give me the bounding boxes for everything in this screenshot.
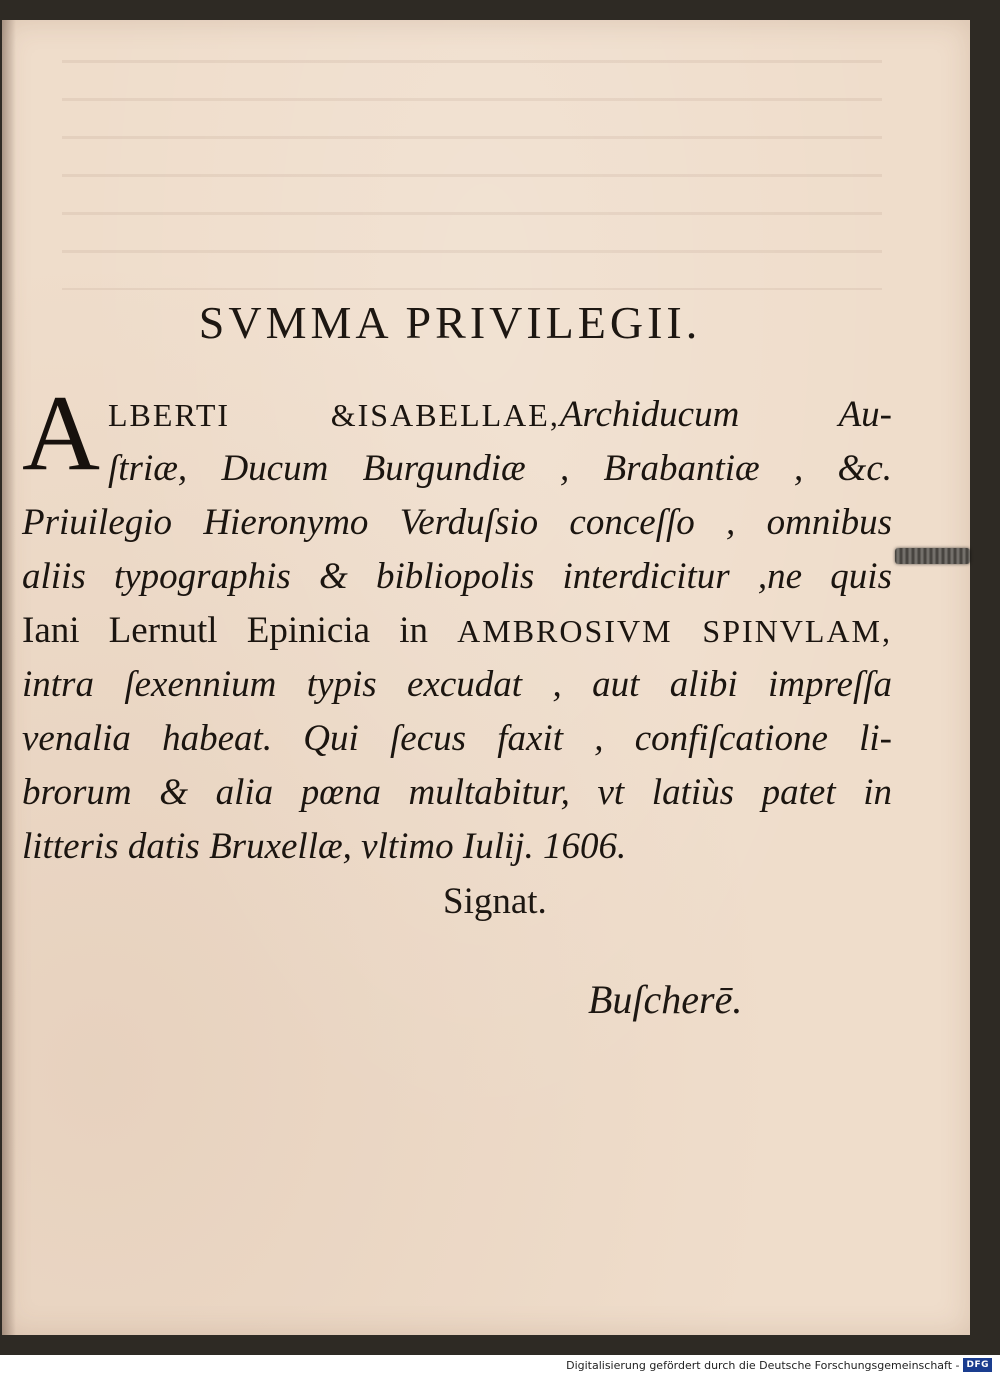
text-segment: Iani Lernutl Epinicia in [22,610,458,651]
text-segment: venalia habeat. Qui ſecus faxit , confiſcatione li- [22,718,892,759]
page-title: SVMMA PRIVILEGII. [198,297,702,348]
text-line [22,658,892,712]
text-line [22,604,892,658]
digitization-credit [566,1357,992,1373]
text-segment: aliis typographis & bibliopolis interdicitur ,ne quis [22,556,892,597]
text-segment: AMBROSIVM SPINVLAM, [457,613,893,649]
text-line [22,766,892,820]
book-clasp [895,548,970,564]
privilege-text [22,388,892,874]
dfg-logo: DFG [963,1358,992,1372]
text-segment: litteris datis Bruxellæ, vltimo Iulij. 1606. [22,826,627,867]
text-segment: intra ſexennium typis excudat , aut alibi impreſſa [22,664,892,705]
text-line [22,388,892,442]
credit-text: Digitalisierung gefördert durch die Deutsche Forschungsgemeinschaft - [566,1358,960,1372]
text-segment: LBERTI &ISABELLAE, [108,397,560,433]
signature: Buſcherē. [588,977,743,1022]
text-line [22,442,892,496]
text-segment: brorum & alia pœna multabitur, vt latiùs patet in [22,772,892,813]
text-segment: Priuilegio Hieronymo Verduſsio conceſſo , omnibus [22,502,892,543]
text-segment: Archiducum Au- [559,394,892,435]
text-segment: ſtriæ, Ducum Burgundiæ , Brabantiæ , &c. [108,448,892,489]
gutter-shadow [2,20,16,1335]
show-through-text [62,60,882,290]
text-line [22,496,892,550]
signat-label: Signat. [443,881,547,922]
text-line [22,712,892,766]
drop-cap-initial: A [22,374,100,493]
text-line [22,820,892,874]
text-line [22,550,892,604]
